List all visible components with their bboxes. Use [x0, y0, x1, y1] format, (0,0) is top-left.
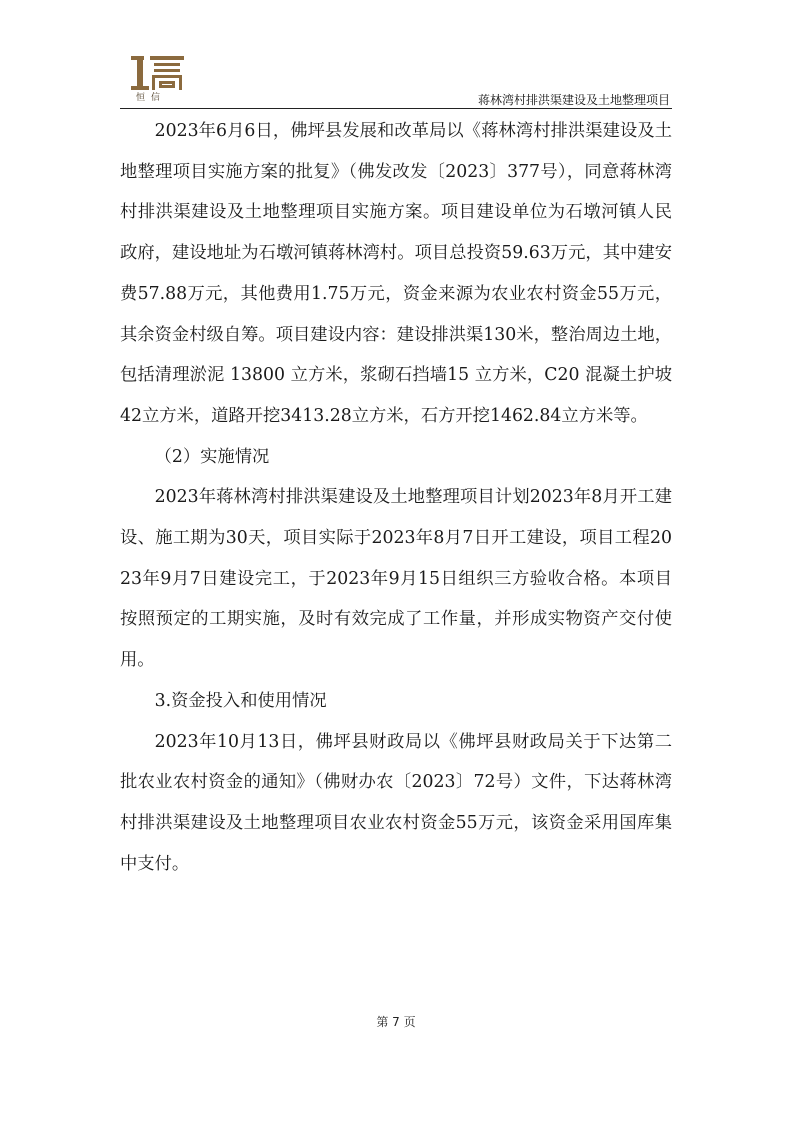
page-number: 第 7 页: [376, 1015, 416, 1029]
header-divider: [120, 108, 672, 109]
paragraph-implementation: 2023年蒋林湾村排洪渠建设及土地整理项目计划2023年8月开工建设、施工期为30天，项目实际于2023年8月7日开工建设，项目工程2023年9月7日建设完工，于2023年9月15日组织三方验收合格。本项目按照预定的工期实施，及时有效完成了工作量，并形成实物资产交付使用。: [120, 487, 672, 671]
section-heading-funding: 3.资金投入和使用情况: [154, 690, 327, 711]
logo-caption: 恒信: [136, 93, 167, 103]
paragraph-project-approval: 2023年6月6日，佛坪县发展和改革局以《蒋林湾村排洪渠建设及土地整理项目实施方案的批复》（佛发改发〔2023〕377号），同意蒋林湾村排洪渠建设及土地整理项目实施方案。项目建设单位为石墩河镇人民政府，建设地址为石墩河镇蒋林湾村。项目总投资59.63万元，其中建安费57.88万元，其他费用1.75万元，资金来源为农业农村资金55万元，其余资金村级自筹。项目建设内容：建设排洪渠130米，整治周边土地，包括清理淤泥 13800 立方米，浆砌石挡墙15 立方米，C20 混凝土护坡42立方米，道路开挖3413.28立方米，石方开挖1462.84立方米等。: [120, 121, 672, 426]
section-heading-implementation: （2）实施情况: [154, 446, 270, 467]
document-body: [120, 111, 672, 884]
document-header-title: 蒋林湾村排洪渠建设及土地整理项目: [477, 93, 670, 107]
paragraph-funding: 2023年10月13日，佛坪县财政局以《佛坪县财政局关于下达第二批农业农村资金的通知》（佛财办农〔2023〕72号）文件，下达蒋林湾村排洪渠建设及土地整理项目农业农村资金55万元，该资金采用国库集中支付。: [120, 731, 672, 874]
